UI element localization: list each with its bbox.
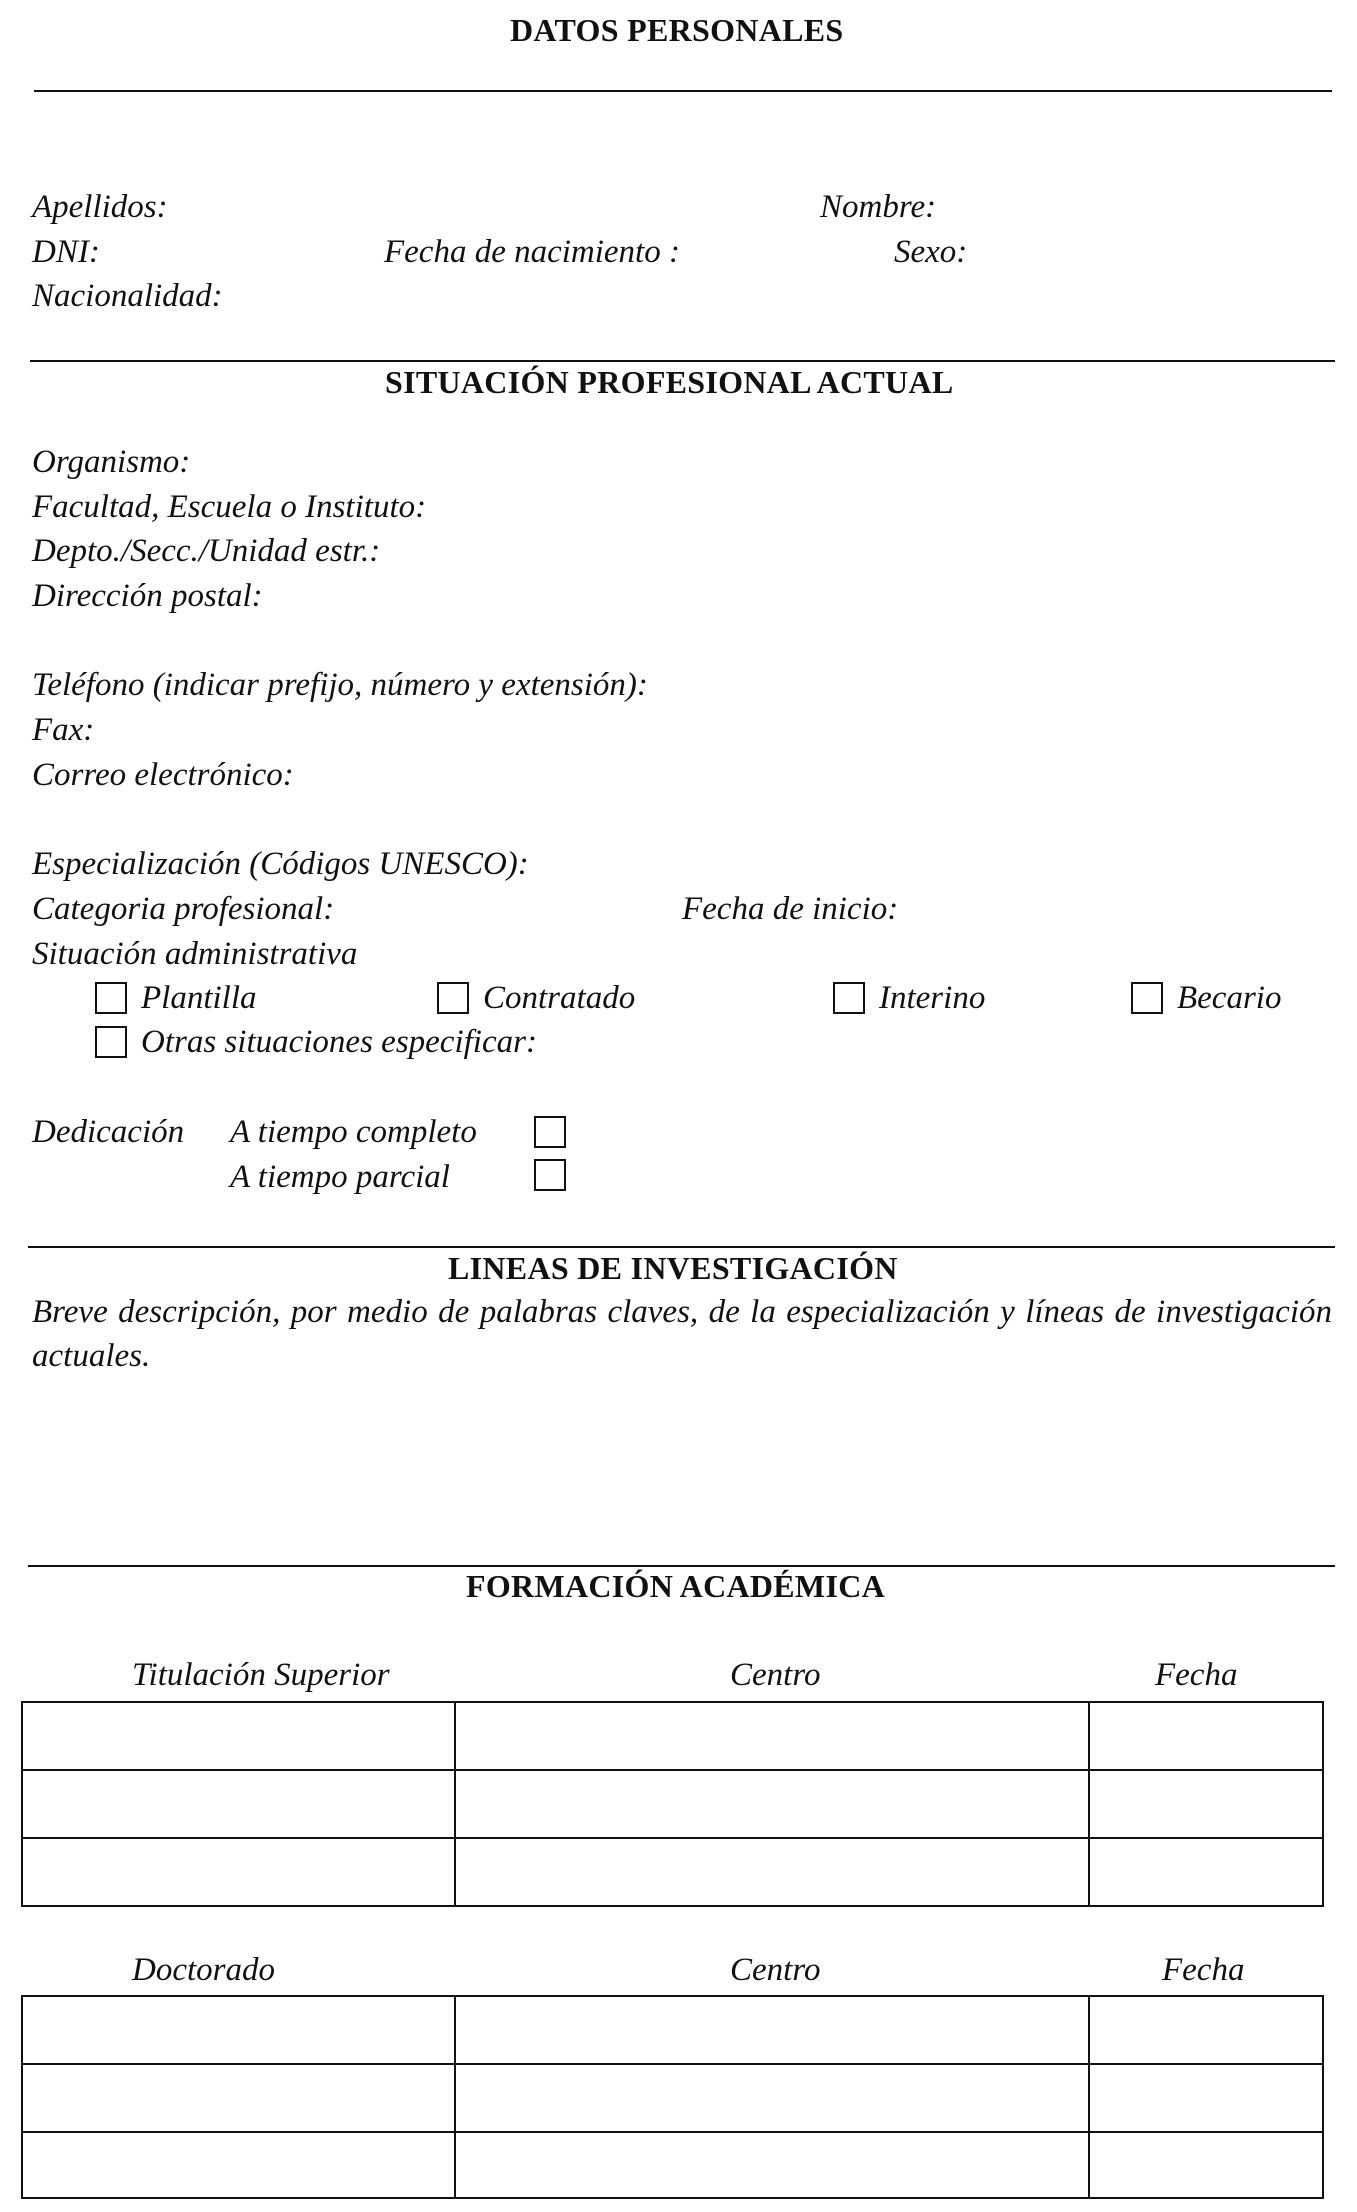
table-cell-fecha[interactable] xyxy=(1089,2132,1323,2198)
table-cell-doctorado[interactable] xyxy=(22,2132,455,2198)
checkbox-becario[interactable] xyxy=(1131,982,1163,1014)
checkbox-contratado[interactable] xyxy=(437,982,469,1014)
header-centro: Centro xyxy=(730,1657,821,1693)
label-depto[interactable]: Depto./Secc./Unidad estr.: xyxy=(32,533,381,569)
label-otras-situaciones: Otras situaciones especificar: xyxy=(141,1024,537,1060)
table-cell-titulacion[interactable] xyxy=(22,1770,455,1838)
checkbox-tiempo-completo[interactable] xyxy=(534,1116,566,1148)
checkbox-otras-situaciones[interactable] xyxy=(95,1026,127,1058)
label-nacionalidad[interactable]: Nacionalidad: xyxy=(32,278,223,314)
label-interino: Interino xyxy=(879,980,986,1016)
table-row xyxy=(22,1838,1323,1906)
header-fecha-doctorado: Fecha xyxy=(1162,1952,1245,1988)
section-title-situacion-profesional: SITUACIÓN PROFESIONAL ACTUAL xyxy=(385,364,954,400)
label-tiempo-parcial: A tiempo parcial xyxy=(230,1159,450,1195)
label-apellidos[interactable]: Apellidos: xyxy=(32,189,168,225)
label-telefono[interactable]: Teléfono (indicar prefijo, número y extensión): xyxy=(32,667,648,703)
doctorado-table xyxy=(21,1995,1324,2199)
table-row xyxy=(22,2132,1323,2198)
label-tiempo-completo: A tiempo completo xyxy=(230,1114,477,1150)
table-cell-centro[interactable] xyxy=(455,1702,1089,1770)
label-fecha-inicio[interactable]: Fecha de inicio: xyxy=(682,891,899,927)
section-divider xyxy=(34,90,1332,92)
table-cell-centro[interactable] xyxy=(455,1770,1089,1838)
table-cell-fecha[interactable] xyxy=(1089,1702,1323,1770)
section-divider xyxy=(28,1246,1335,1248)
table-cell-fecha[interactable] xyxy=(1089,1838,1323,1906)
label-dni[interactable]: DNI: xyxy=(32,234,100,270)
label-categoria[interactable]: Categoria profesional: xyxy=(32,891,335,927)
section-title-formacion-academica: FORMACIÓN ACADÉMICA xyxy=(466,1568,886,1604)
label-especializacion[interactable]: Especialización (Códigos UNESCO): xyxy=(32,846,529,882)
label-sexo[interactable]: Sexo: xyxy=(894,234,968,270)
label-facultad[interactable]: Facultad, Escuela o Instituto: xyxy=(32,489,427,525)
label-organismo[interactable]: Organismo: xyxy=(32,444,191,480)
label-direccion-postal[interactable]: Dirección postal: xyxy=(32,578,263,614)
table-cell-centro[interactable] xyxy=(455,2064,1089,2132)
table-row xyxy=(22,2064,1323,2132)
label-contratado: Contratado xyxy=(483,980,636,1016)
label-correo[interactable]: Correo electrónico: xyxy=(32,757,294,793)
label-becario: Becario xyxy=(1177,980,1282,1016)
table-cell-centro[interactable] xyxy=(455,2132,1089,2198)
table-cell-doctorado[interactable] xyxy=(22,2064,455,2132)
titulacion-table xyxy=(21,1701,1324,1907)
label-fecha-nacimiento[interactable]: Fecha de nacimiento : xyxy=(384,234,680,270)
section-divider xyxy=(28,1565,1335,1567)
table-cell-fecha[interactable] xyxy=(1089,2064,1323,2132)
table-cell-doctorado[interactable] xyxy=(22,1996,455,2064)
section-title-datos-personales: DATOS PERSONALES xyxy=(510,12,844,48)
label-plantilla: Plantilla xyxy=(141,980,257,1016)
table-cell-centro[interactable] xyxy=(455,1996,1089,2064)
label-situacion-administrativa: Situación administrativa xyxy=(32,936,358,972)
table-cell-centro[interactable] xyxy=(455,1838,1089,1906)
lineas-description: Breve descripción, por medio de palabras claves, de la especialización y líneas de investigación actuales. xyxy=(32,1294,1332,1374)
table-row xyxy=(22,1702,1323,1770)
table-cell-fecha[interactable] xyxy=(1089,1996,1323,2064)
checkbox-tiempo-parcial[interactable] xyxy=(534,1159,566,1191)
header-centro-doctorado: Centro xyxy=(730,1952,821,1988)
table-row xyxy=(22,1770,1323,1838)
table-cell-fecha[interactable] xyxy=(1089,1770,1323,1838)
table-cell-titulacion[interactable] xyxy=(22,1838,455,1906)
header-fecha: Fecha xyxy=(1155,1657,1238,1693)
table-cell-titulacion[interactable] xyxy=(22,1702,455,1770)
label-dedicacion: Dedicación xyxy=(32,1114,185,1150)
section-divider xyxy=(30,360,1335,362)
checkbox-plantilla[interactable] xyxy=(95,982,127,1014)
checkbox-interino[interactable] xyxy=(833,982,865,1014)
label-nombre[interactable]: Nombre: xyxy=(820,189,937,225)
label-fax[interactable]: Fax: xyxy=(32,712,95,748)
table-row xyxy=(22,1996,1323,2064)
header-titulacion-superior: Titulación Superior xyxy=(132,1657,390,1693)
header-doctorado: Doctorado xyxy=(132,1952,275,1988)
section-title-lineas-investigacion: LINEAS DE INVESTIGACIÓN xyxy=(448,1250,898,1286)
